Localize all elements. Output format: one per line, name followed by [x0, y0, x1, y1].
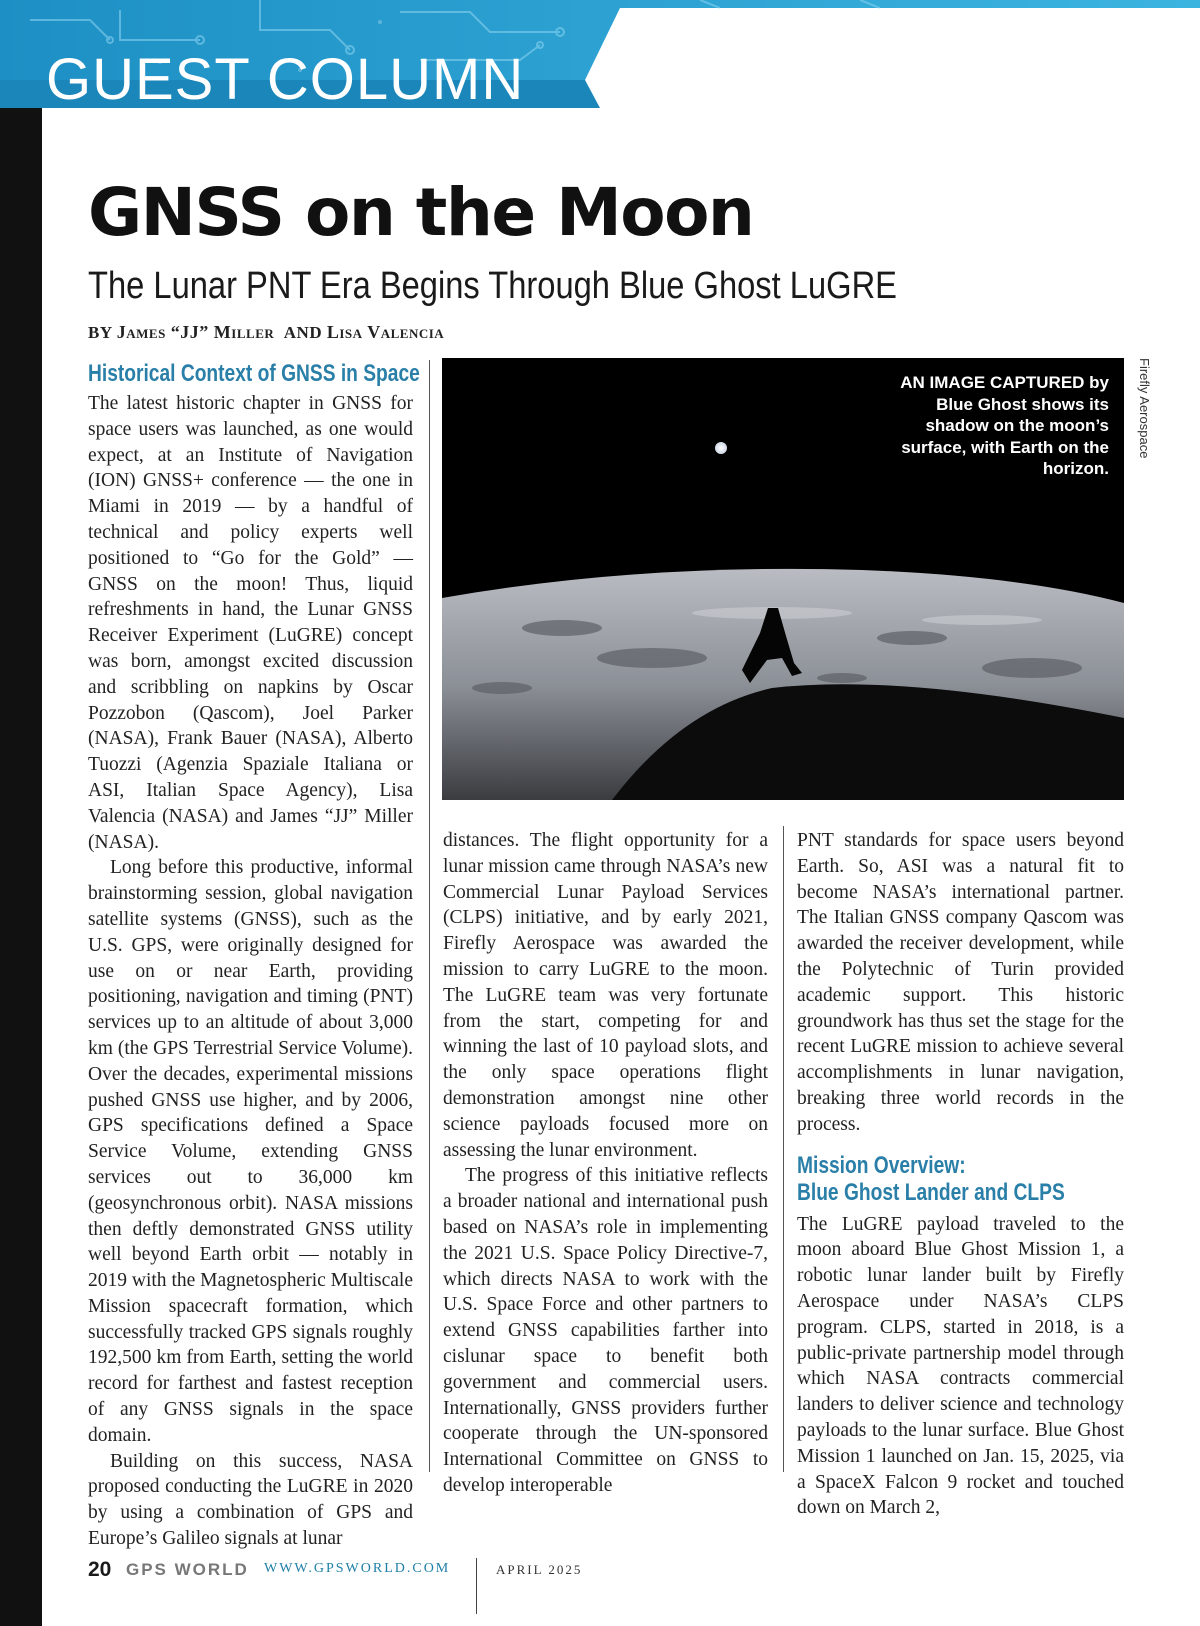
section-heading-historical: Historical Context of GNSS in Space	[88, 360, 420, 387]
photo-caption: AN IMAGE CAPTURED by Blue Ghost shows its shadow on the moon’s surface, with Earth on the horizon.	[900, 373, 1109, 478]
byline-author-1: James “JJ” Miller	[116, 322, 275, 342]
section-heading-mission-line2: Blue Ghost Lander and CLPS	[797, 1178, 1065, 1206]
paragraph: distances. The flight opportunity for a lunar mission came through NASA’s new Commercial Lunar Payload Services (CLPS) initiative, and by early 2021, Firefly Aerospace was awarded the mission to carry LuGRE to the moon. The LuGRE team was very fortunate from the start, competing for and winning the last of 10 payload slots, and the only space operations flight demonstration amongst nine other science payloads focused more on assessing the lunar environment.	[443, 830, 768, 1161]
paragraph: The progress of this initiative reflects a broader national and international push based on NASA’s role in implementing the 2021 U.S. Space Policy Directive-7, which directs NASA to work with the U.S. Space Force and other partners to extend GNSS capabilities farther into cislunar space to benefit both government and commercial users. Internationally, GNSS providers further cooperate through the UN-sponsored International Committee on GNSS to develop interoperable	[443, 1165, 768, 1496]
column-rule	[429, 360, 430, 1472]
section-heading-mission-line1: Mission Overview:	[797, 1151, 966, 1179]
lunar-photo	[442, 358, 1124, 800]
paragraph: Long before this productive, informal brainstorming session, global navigation satellite systems (GNSS), such as the U.S. GPS, were originally designed for use on or near Earth, providing positioning, navigation and timing (PNT) services up to an altitude of about 3,000 km (the GPS Terrestrial Service Volume). Over the decades, experimental missions pushed GNSS use higher, and by 2006, GPS specifications defined a Space Service Volume, extending GNSS services out to 36,000 km (geosynchronous orbit). NASA missions then deftly demonstrated GNSS utility well beyond Earth orbit — notably in 2019 with the Magnetospheric Multiscale Mission spacecraft formation, which successfully tracked GPS signals roughly 192,500 km from Earth, setting the world record for farthest and fastest reception of any GNSS signals in the space domain.	[88, 857, 413, 1446]
byline	[88, 322, 444, 343]
article-title: GNSS on the Moon	[88, 174, 754, 251]
left-edge-bar	[0, 108, 42, 1626]
column-rule	[783, 826, 784, 1472]
byline-and: AND	[283, 323, 323, 342]
article-column-3	[797, 828, 1124, 1521]
magazine-url[interactable]: WWW.GPSWORLD.COM	[264, 1561, 451, 1576]
footer-divider	[476, 1558, 477, 1614]
paragraph: The LuGRE payload traveled to the moon aboard Blue Ghost Mission 1, a robotic lunar lander built by Firefly Aerospace under NASA’s CLPS program. CLPS, started in 2018, is a public-private partnership model through which NASA contracts commercial landers to deliver science and technology payloads to the lunar surface. Blue Ghost Mission 1 launched on Jan. 15, 2025, via a SpaceX Falcon 9 rocket and touched down on March 2,	[797, 1213, 1124, 1519]
article-column-1	[88, 360, 420, 1552]
byline-author-2: Lisa Valencia	[326, 322, 445, 342]
photo-credit-text: Firefly Aerospace	[1137, 358, 1152, 459]
article-subtitle: The Lunar PNT Era Begins Through Blue Ghost LuGRE	[88, 265, 897, 307]
page-number: 20	[88, 1558, 112, 1581]
photo-credit	[1136, 358, 1152, 518]
paragraph: Building on this success, NASA proposed conducting the LuGRE in 2020 by using a combination of GPS and Europe’s Galileo signals at lunar	[88, 1450, 413, 1550]
section-label: GUEST COLUMN	[46, 47, 525, 112]
earth	[715, 442, 727, 454]
byline-by: BY	[88, 323, 112, 342]
article-column-2	[443, 828, 768, 1499]
paragraph: The latest historic chapter in GNSS for space users was launched, as one would expect, at an Institute of Navigation (ION) GNSS+ conference — the one in Miami in 2019 — by a handful of technical and policy experts well positioned to “Go for the Gold” — GNSS on the moon! Thus, liquid refreshments in hand, the Lunar GNSS Receiver Experiment (LuGRE) concept was born, amongst excited discussion and scribbling on napkins by Oscar Pozzobon (Qascom), Joel Parker (NASA), Frank Bauer (NASA), Alberto Tuozzi (Agenzia Spaziale Italiana or ASI, Italian Space Agency), Lisa Valencia (NASA) and James “JJ” Miller (NASA).	[88, 393, 413, 853]
issue-date: APRIL 2025	[496, 1562, 583, 1577]
magazine-name: GPS WORLD	[126, 1560, 249, 1579]
section-heading-mission	[797, 1151, 1065, 1206]
section-banner	[0, 0, 1200, 112]
paragraph: PNT standards for space users beyond Earth. So, ASI was a natural fit to become NASA’s international partner. The Italian GNSS company Qascom was awarded the receiver development, while the Polytechnic of Turin provided academic support. This historic groundwork has thus set the stage for the recent LuGRE mission to achieve several accomplishments in lunar navigation, breaking three world records in the process.	[797, 830, 1124, 1135]
